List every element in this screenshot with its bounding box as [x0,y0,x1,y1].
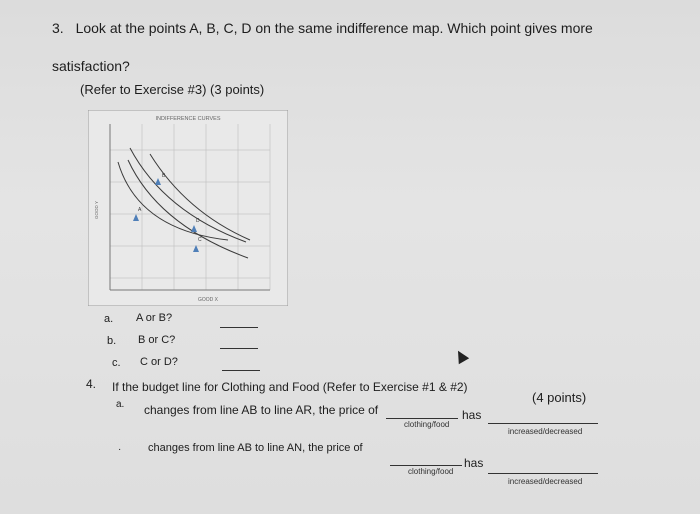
option-a-letter: a. [104,313,114,325]
point-a-label: A [138,207,142,213]
question-4a-has: has [462,408,482,422]
question-3-line1 [52,20,593,36]
point-b-label: B [162,173,166,179]
graph-title: INDIFFERENCE CURVES [155,116,221,122]
question-4a-text: changes from line AB to line AR, the price of [144,403,379,417]
question-4b-good-blank[interactable] [390,465,462,466]
question-4a-change-hint: increased/decreased [508,427,583,436]
option-b-blank[interactable] [220,348,258,349]
option-c-text: C or D? [140,356,178,368]
question-4b-has: has [464,456,484,470]
question-3-reference: (Refer to Exercise #3) (3 points) [80,82,265,97]
option-b-letter: b. [107,335,117,347]
option-b-text: B or C? [138,334,176,346]
question-4-text: If the budget line for Clothing and Food (Refer to Exercise #1 & #2) [112,380,468,394]
point-d-label: D [196,218,200,224]
graph-ylabel: GOOD Y [94,201,99,219]
question-4a-good-hint: clothing/food [404,420,450,429]
cursor-arrow-icon [453,348,469,364]
question-4a-change-blank[interactable] [488,423,598,424]
question-4b-change-hint: increased/decreased [508,477,583,486]
option-c-blank[interactable] [222,370,260,371]
question-4a-good-blank[interactable] [386,418,458,419]
graph-frame [88,110,288,306]
question-4-number: 4. [86,377,97,391]
question-4-points: (4 points) [532,390,587,405]
question-4b-change-blank[interactable] [488,473,598,474]
question-4b-text: changes from line AB to line AN, the price of [148,442,363,454]
question-4b-bullet: · [118,444,122,455]
option-a-blank[interactable] [220,327,258,328]
point-c-label: C [198,237,202,243]
question-3-number: 3. [52,20,64,36]
graph-xlabel: GOOD X [197,297,219,303]
indifference-curves-graph [88,110,288,306]
question-4b-good-hint: clothing/food [408,467,454,476]
option-c-letter: c. [112,357,121,369]
question-3-text: Look at the points A, B, C, D on the same indifference map. Which point gives more [75,20,593,36]
question-3-line2: satisfaction? [52,58,130,74]
option-a-text: A or B? [136,312,173,324]
question-4a-letter: a. [116,399,125,410]
